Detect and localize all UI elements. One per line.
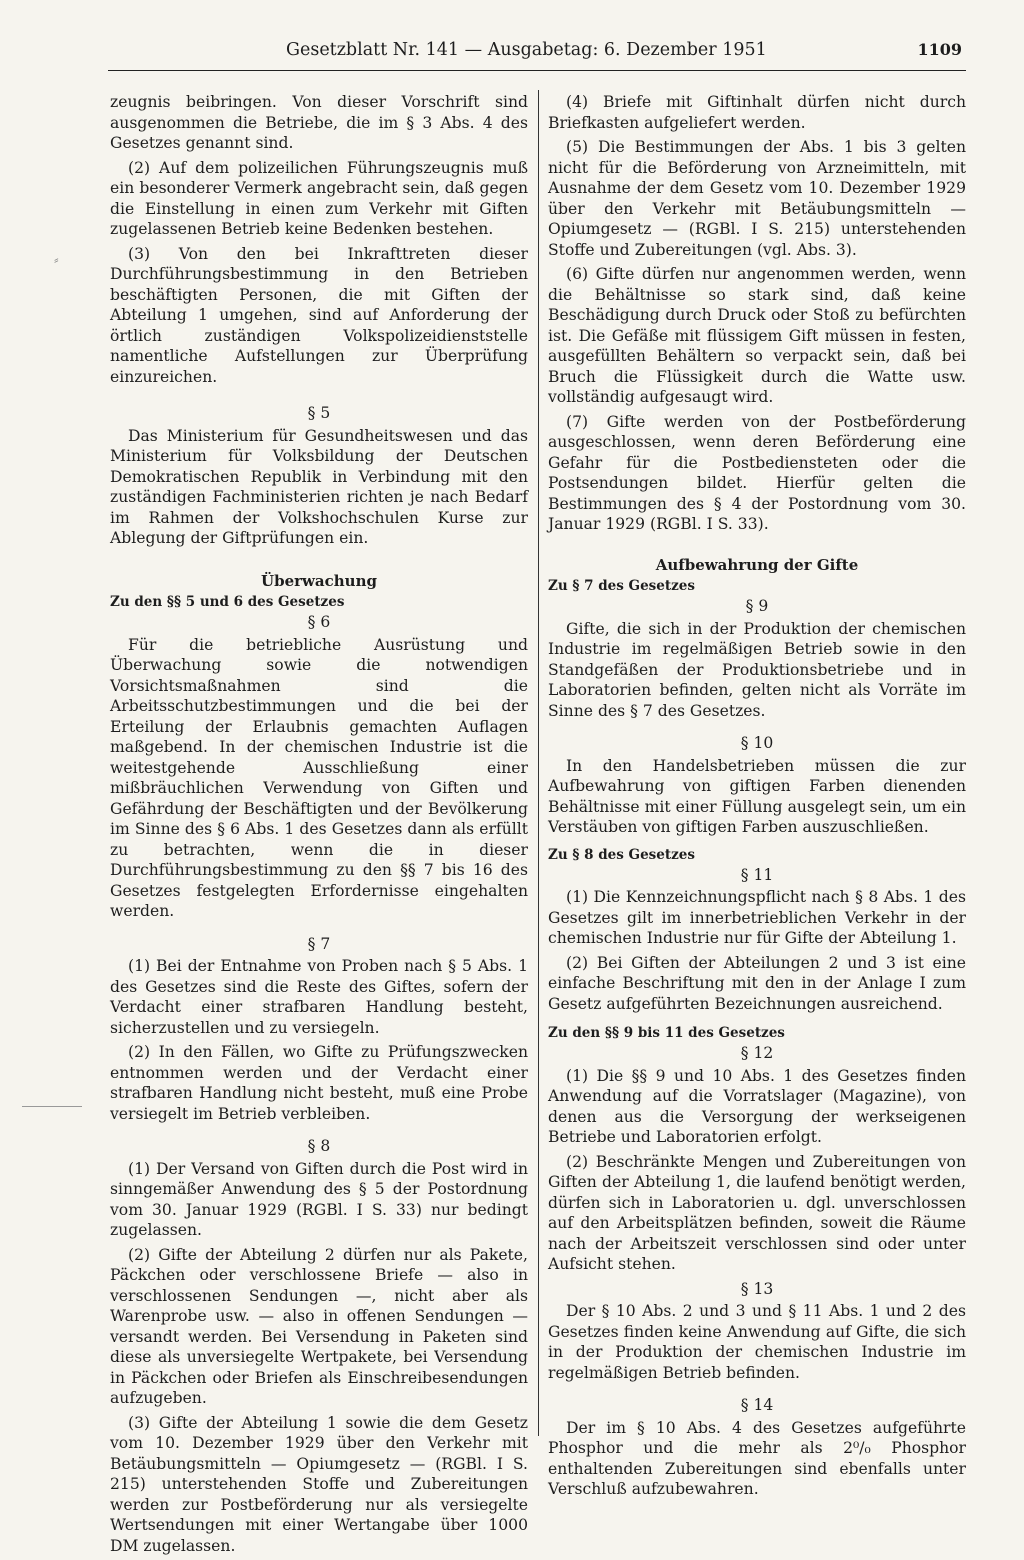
- paragraph: (1) Die §§ 9 und 10 Abs. 1 des Gesetzes finden Anwendung auf die Vorratslager (Magazine), von denen aus die Versorgung der werkseigenen Betriebe und Laboratorien erfolgt.: [548, 1066, 966, 1146]
- section-heading: Aufbewahrung der Gifte: [655, 555, 859, 574]
- paragraph: (4) Briefe mit Giftinhalt dürfen nicht durch Briefkasten aufgeliefert werden.: [548, 93, 966, 132]
- section-number: § 10: [740, 734, 774, 752]
- paragraph: (2) Gifte der Abteilung 2 dürfen nur als Pakete, Päckchen oder verschlossene Briefe — also in verschlossenen Sendungen —, nicht aber als Warenprobe usw. — also in offenen Sendungen — versandt werden. Bei Versendung in Paketen sind diese als unversiegelte Wertpakete, bei Versendung in Päckchen oder Briefen als Einschreibesendungen aufzugeben.: [110, 1245, 528, 1407]
- section-number: § 12: [740, 1044, 774, 1062]
- paragraph: (2) Auf dem polizeilichen Führungszeugnis muß ein besonderer Vermerk angebracht sein, daß gegen die Einstellung in einen zum Verkehr mit Giften zugelassenen Betrieb keine Bedenken bestehen.: [110, 158, 528, 238]
- paragraph: (2) Beschränkte Mengen und Zubereitungen von Giften der Abteilung 1, die laufend benötigt werden, dürfen sich in Laboratorien u. dgl. unverschlossen auf den Arbeitsplätzen befinden, soweit die Räume nach der Arbeitszeit verschlossen sind oder unter Aufsicht stehen.: [548, 1152, 966, 1273]
- left-column: [110, 92, 528, 1560]
- section-heading: Überwachung: [261, 571, 377, 590]
- margin-mark: ⸗: [54, 252, 59, 268]
- section-number: § 7: [307, 934, 331, 953]
- subheading: Zu § 8 des Gesetzes: [548, 846, 695, 863]
- page-number: 1109: [917, 40, 962, 59]
- paragraph: (2) Bei Giften der Abteilungen 2 und 3 ist eine einfache Beschriftung mit den in der Anlage I zum Gesetz aufgeführten Bezeichnungen ausreichend.: [548, 953, 966, 1013]
- paragraph: (6) Gifte dürfen nur angenommen werden, wenn die Behältnisse so stark sind, daß keine Beschädigung durch Druck oder Stoß zu befürchten ist. Die Gefäße mit flüssigem Gift müssen in festen, ausgefüllten Behältern so verpackt sein, daß bei Bruch die Flüssigkeit durch die Watte usw. vollständig aufgesaugt wird.: [548, 265, 966, 406]
- column-divider: [538, 90, 539, 1436]
- paragraph: zeugnis beibringen. Von dieser Vorschrift sind ausgenommen die Betriebe, die im § 3 Abs. 4 des Gesetzes genannt sind.: [110, 93, 528, 152]
- paragraph: (2) In den Fällen, wo Gifte zu Prüfungszwecken entnommen werden und der Verdacht einer strafbaren Handlung nicht besteht, muß eine Probe versiegelt im Betrieb verbleiben.: [110, 1043, 528, 1123]
- paragraph: Der im § 10 Abs. 4 des Gesetzes aufgeführte Phosphor und die mehr als 2⁰/₀ Phosphor enthaltenden Zubereitungen sind ebenfalls unter Verschluß aufzubewahren.: [548, 1418, 966, 1498]
- subheading: Zu den §§ 5 und 6 des Gesetzes: [110, 594, 345, 610]
- paragraph: Das Ministerium für Gesundheitswesen und das Ministerium für Volksbildung der Deutschen Demokratischen Republik in Verbindung mit den zuständigen Fachministerien richten je nach Bedarf im Rahmen der Volkshochschulen Kurse zur Ablegung der Giftprüfungen ein.: [110, 426, 528, 547]
- margin-line: [22, 1106, 82, 1107]
- section-number: § 9: [745, 597, 769, 615]
- header-rule: [108, 70, 966, 71]
- paragraph: (3) Gifte der Abteilung 1 sowie die dem Gesetz vom 10. Dezember 1929 über den Verkehr mit Betäubungsmitteln — Opiumgesetz — (RGBl. I S. 215) unterstehenden Stoffe und Zubereitungen werden zur Postbeförderung nur als versiegelte Wertsendungen mit einer Wertangabe über 1000 DM zugelassen.: [110, 1413, 528, 1555]
- paragraph: (1) Die Kennzeichnungspflicht nach § 8 Abs. 1 des Gesetzes gilt im innerbetrieblichen Verkehr in der chemischen Industrie nur für Gifte der Abteilung 1.: [548, 888, 966, 947]
- subheading: Zu den §§ 9 bis 11 des Gesetzes: [548, 1025, 785, 1041]
- section-number: § 8: [307, 1137, 331, 1155]
- paragraph: In den Handelsbetrieben müssen die zur Aufbewahrung von giftigen Farben dienenden Behältnisse mit einer Füllung ausgelegt sein, um ein Verstäuben von giftigen Farben auszuschließen.: [548, 756, 966, 836]
- section-number: § 11: [740, 865, 774, 884]
- section-number: § 5: [307, 404, 331, 422]
- section-number: § 6: [307, 613, 331, 631]
- section-number: § 13: [740, 1279, 774, 1298]
- paragraph: Für die betriebliche Ausrüstung und Überwachung sowie die notwendigen Vorsichtsmaßnahmen sind die Arbeitsschutzbestimmungen und die bei der Erteilung der Erlaubnis gemachten Auflagen maßgebend. In der chemischen Industrie ist die weitestgehende Ausschließung einer mißbräuchlichen Verwendung von Giften und Gefährdung der Beschäftigten und der Bevölkerung im Sinne des § 6 Abs. 1 des Gesetzes dann als erfüllt zu betrachten, wenn die in dieser Durchführungsbestimmung zu den §§ 7 bis 16 des Gesetzes festgelegten Erfordernisse eingehalten werden.: [110, 635, 528, 920]
- paragraph: (1) Der Versand von Giften durch die Post wird in sinngemäßer Anwendung des § 5 der Postordnung vom 30. Januar 1929 (RGBl. I S. 33) nur bedingt zugelassen.: [110, 1159, 528, 1239]
- right-column: [548, 92, 966, 1504]
- running-title: Gesetzblatt Nr. 141 — Ausgabetag: 6. Dezember 1951: [286, 40, 767, 60]
- subheading: Zu § 7 des Gesetzes: [548, 578, 695, 594]
- paragraph: Der § 10 Abs. 2 und 3 und § 11 Abs. 1 und 2 des Gesetzes finden keine Anwendung auf Gifte, die sich in der Produktion der chemischen Industrie im regelmäßigen Betrieb befinden.: [548, 1302, 966, 1382]
- page-header: [280, 40, 980, 66]
- paragraph: (3) Von den bei Inkrafttreten dieser Durchführungsbestimmung in den Betrieben beschäftigten Personen, die mit Giften der Abteilung 1 umgehen, sind auf Anforderung der örtlich zuständigen Volkspolizeidienststelle namentliche Aufstellungen zur Überprüfung einzureichen.: [110, 244, 528, 386]
- paragraph: (5) Die Bestimmungen der Abs. 1 bis 3 gelten nicht für die Beförderung von Arzneimitteln, mit Ausnahme der dem Gesetz vom 10. Dezember 1929 über den Verkehr mit Betäubungsmitteln — Opiumgesetz — (RGBl. I S. 215) unterstehenden Stoffe und Zubereitungen (vgl. Abs. 3).: [548, 138, 966, 259]
- paragraph: Gifte, die sich in der Produktion der chemischen Industrie im regelmäßigen Betrieb sowie in den Standgefäßen der Produktionsbetriebe und in Laboratorien befinden, gelten nicht als Vorräte im Sinne des § 7 des Gesetzes.: [548, 619, 966, 720]
- paragraph: (1) Bei der Entnahme von Proben nach § 5 Abs. 1 des Gesetzes sind die Reste des Giftes, sofern der Verdacht einer strafbaren Handlung besteht, sicherzustellen und zu versiegeln.: [110, 957, 528, 1037]
- paragraph: (7) Gifte werden von der Postbeförderung ausgeschlossen, wenn deren Beförderung eine Gefahr für die Postbediensteten oder die Postsendungen bildet. Hierfür gelten die Bestimmungen des § 4 der Postordnung vom 30. Januar 1929 (RGBl. I S. 33).: [548, 412, 966, 533]
- section-number: § 14: [740, 1396, 774, 1414]
